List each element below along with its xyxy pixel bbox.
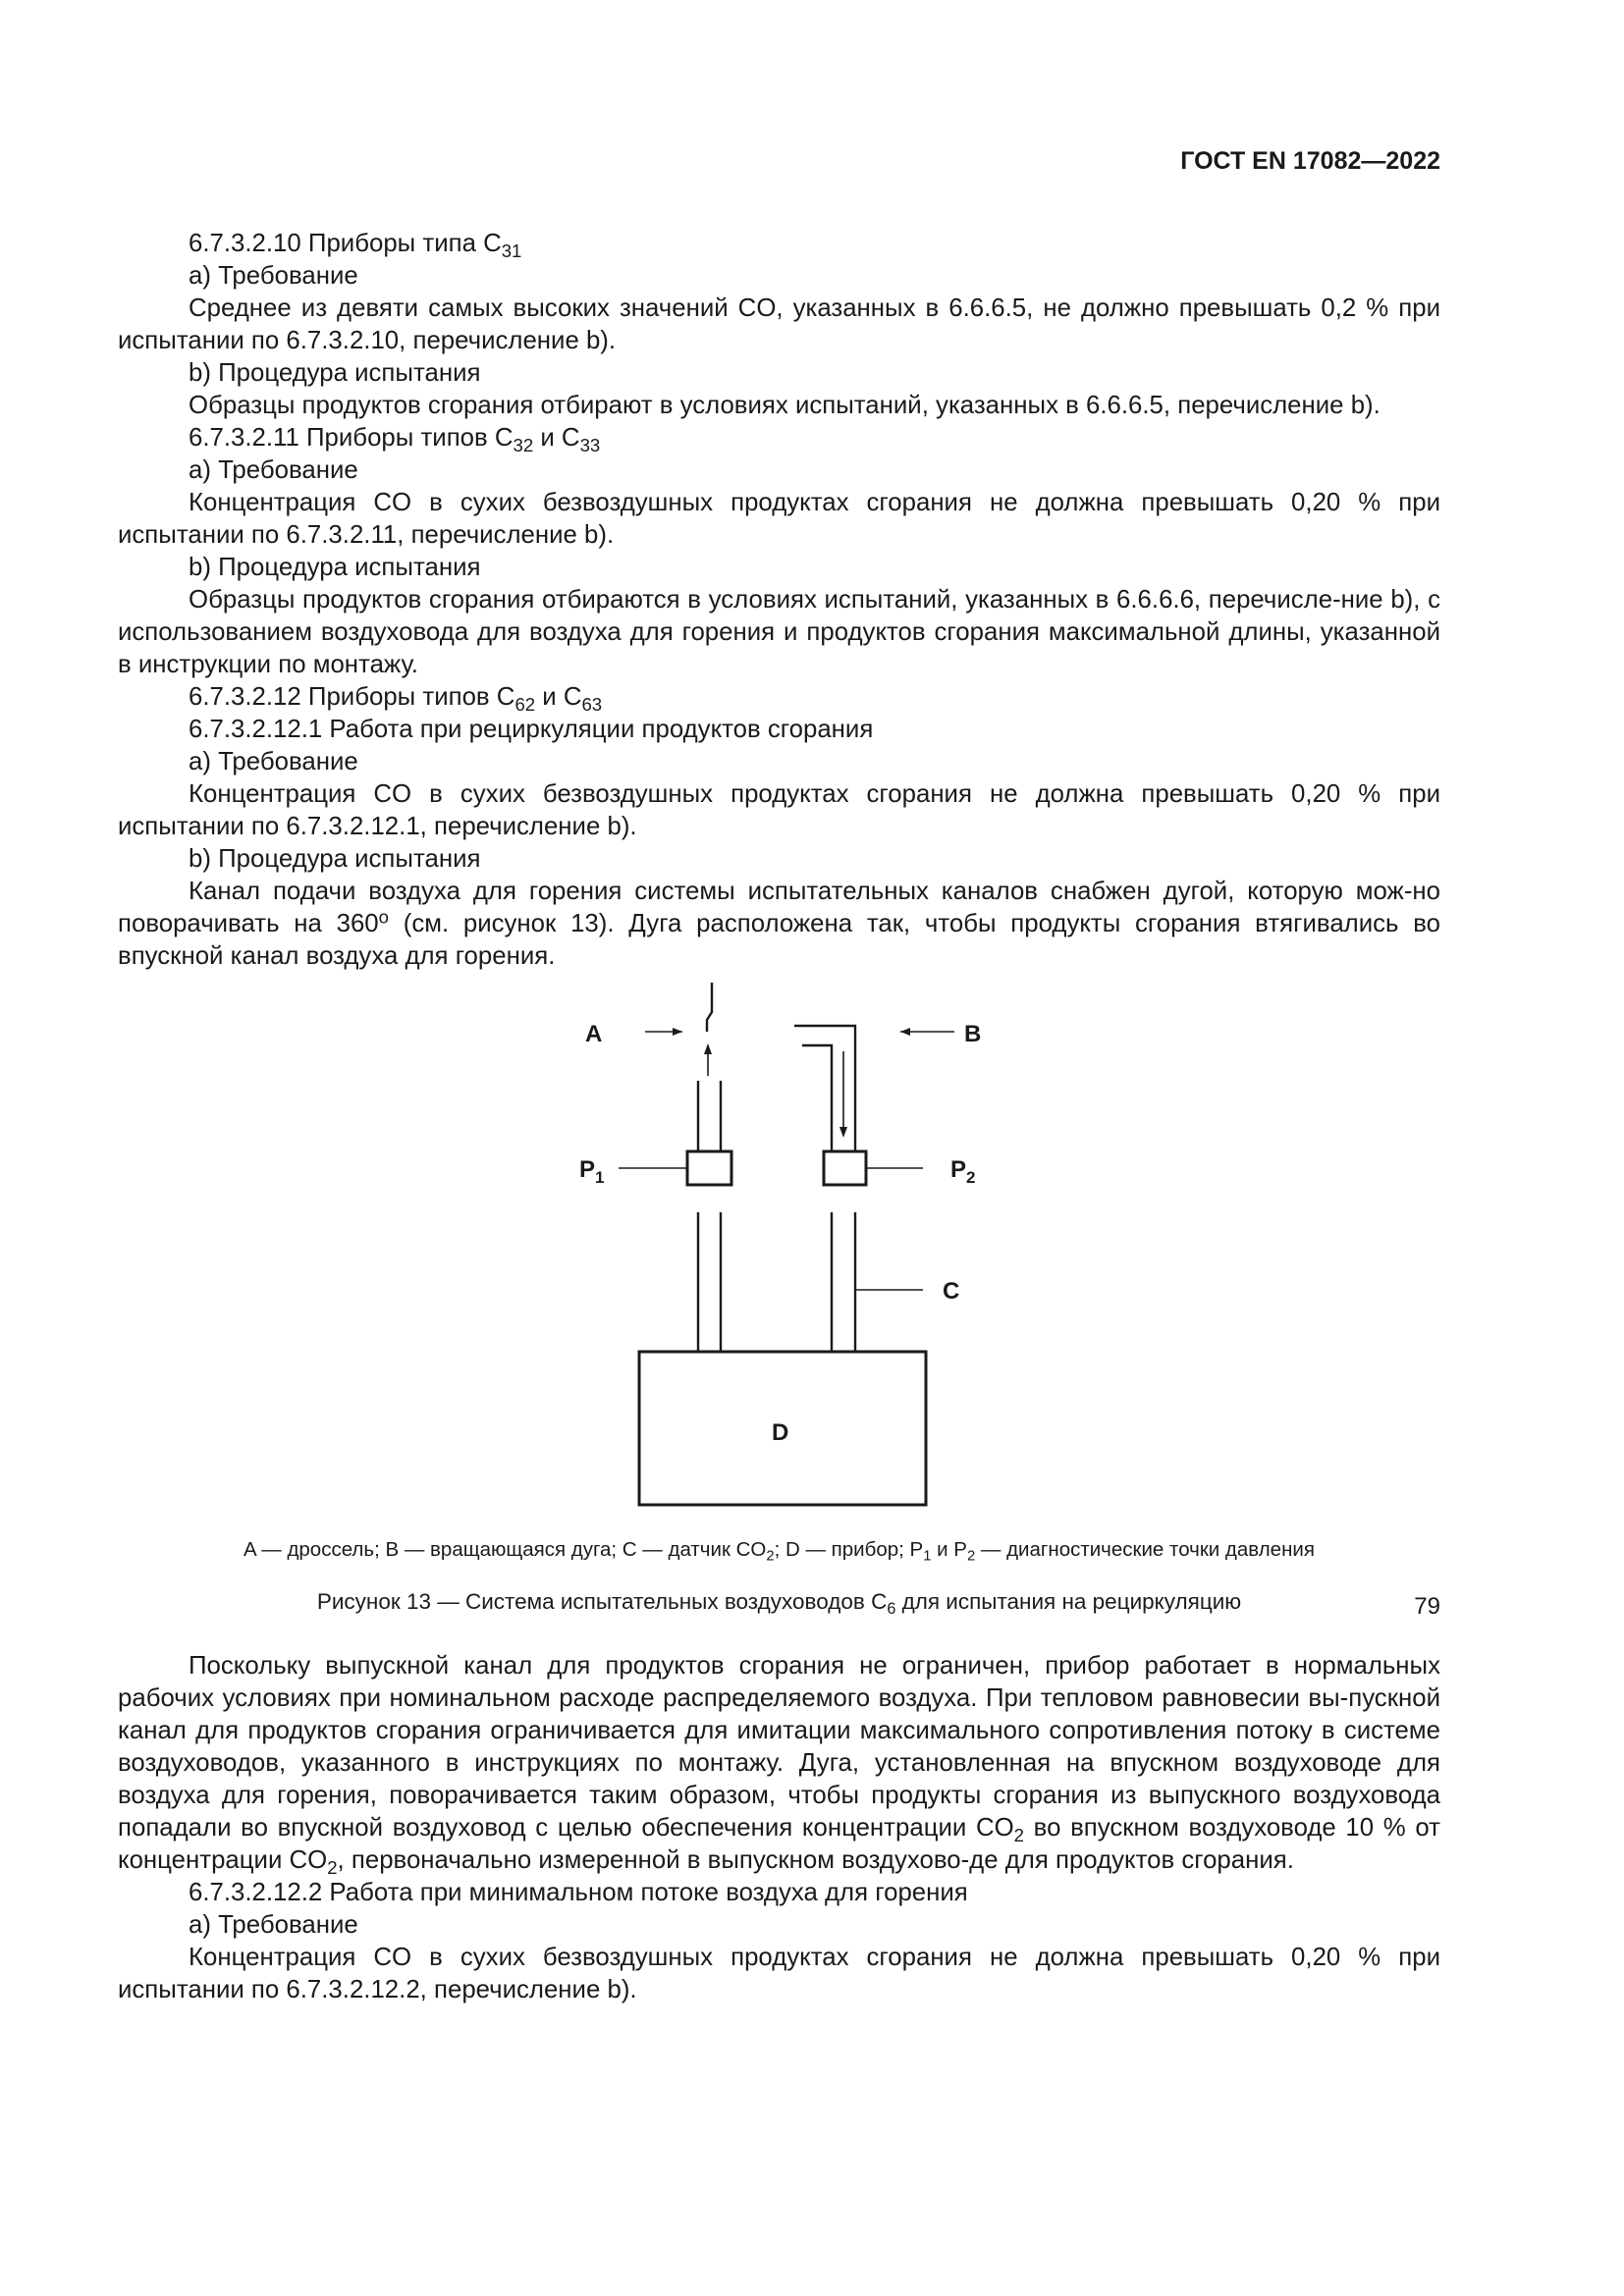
requirement-text: Концентрация CO в сухих безвоздушных продуктах сгорания не должна превышать 0,20 % при испытании по 6.7.3.2.11, перечисление b). xyxy=(118,489,1440,549)
pressure-point-p2-fitting xyxy=(824,1151,866,1185)
label-a: A xyxy=(585,1021,603,1047)
figure-13-diagram xyxy=(118,983,1440,1532)
section-heading-c62: 6.7.3.2.12 Приборы типов $C_{62}$ и $C_{63}$ xyxy=(189,683,603,715)
recirculation-duct-diagram xyxy=(118,983,1440,1532)
label-d: D xyxy=(772,1419,789,1446)
subsection-heading-recirculation: 6.7.3.2.12.1 Работа при рециркуляции продуктов сгорания xyxy=(189,716,874,743)
page-number: 79 xyxy=(1414,1593,1440,1620)
requirement-text: Концентрация CO в сухих безвоздушных продуктах сгорания не должна превышать 0,20 % при испытании по 6.7.3.2.12.2, перечисление b). xyxy=(118,1944,1440,2003)
arrow-head xyxy=(900,1028,910,1036)
requirement-label: a) Требование xyxy=(189,456,358,484)
document-body xyxy=(118,228,1440,2006)
requirement-label: a) Требование xyxy=(189,1911,358,1939)
procedure-label: b) Процедура испытания xyxy=(189,554,481,581)
throttle xyxy=(707,983,712,1032)
label-c: C xyxy=(943,1278,960,1305)
figure-legend: A — дроссель; B — вращающаяся дуга; C — датчик $CO_2$; D — прибор; $P_1$ и $P_2$ — диагностические точки давления xyxy=(244,1538,1315,1565)
section-heading-c31: 6.7.3.2.10 Приборы типа $C_{31}$ xyxy=(189,230,522,261)
subsection-heading-min-airflow: 6.7.3.2.12.2 Работа при минимальном потоке воздуха для горения xyxy=(189,1879,968,1906)
label-b: B xyxy=(964,1021,982,1047)
procedure-label: b) Процедура испытания xyxy=(189,359,481,387)
pressure-point-p1-fitting xyxy=(687,1151,731,1185)
body-paragraph: Поскольку выпускной канал для продуктов сгорания не ограничен, прибор работает в нормальных рабочих условиях при номинальном расходе распределяемого воздуха. При тепловом равновесии вы-пускной канал для продуктов сгорания ограничивается для имитации максимального сопротивления потоку в системе воздуховодов, указанного в инструкциях по монтажу. Дуга, установленная на впускном воздуховоде для воздуха для горения, поворачивается таким образом, чтобы продукты сгорания из выпускного воздуховода попадали во впускной воздуховод с целью обеспечения концентрации $CO_2$ во впускном воздуховоде 10 % от концентрации $CO_2$, первоначально измеренной в выпускном воздухово-де для продуктов сгорания. xyxy=(118,1652,1440,1878)
label-p2: $P_2$ xyxy=(950,1156,976,1187)
arrow-head xyxy=(704,1043,712,1054)
arrow-head xyxy=(673,1028,682,1036)
procedure-text: Образцы продуктов сгорания отбираются в условиях испытаний, указанных в 6.6.6.6, перечисле-ние b), с использованием воздуховода для воздуха для горения и продуктов сгорания максимальной длины, указанной в инструкции по монтажу. xyxy=(118,586,1440,678)
procedure-label: b) Процедура испытания xyxy=(189,845,481,873)
arrow-head xyxy=(839,1127,847,1138)
requirement-text: Концентрация CO в сухих безвоздушных продуктах сгорания не должна превышать 0,20 % при испытании по 6.7.3.2.12.1, перечисление b). xyxy=(118,780,1440,840)
requirement-label: a) Требование xyxy=(189,748,358,775)
rotating-arc xyxy=(802,1045,832,1151)
figure-caption: Рисунок 13 — Система испытательных воздуховодов $C_6$ для испытания на рециркуляцию xyxy=(316,1589,1242,1619)
procedure-text: Образцы продуктов сгорания отбирают в условиях испытаний, указанных в 6.6.6.5, перечисление b). xyxy=(189,392,1380,419)
document-standard-header: ГОСТ EN 17082—2022 xyxy=(1180,147,1440,175)
label-p1: $P_1$ xyxy=(579,1156,605,1187)
procedure-text: Канал подачи воздуха для горения системы испытательных каналов снабжен дугой, которую мож-но поворачивать на 360$^o$ (см. рисунок 13). Дуга расположена так, чтобы продукты сгорания втягивались во впускной канал воздуха для горения. xyxy=(118,878,1440,970)
requirement-text: Среднее из девяти самых высоких значений CO, указанных в 6.6.6.5, не должно превышать 0,2 % при испытании по 6.7.3.2.10, перечисление b). xyxy=(118,294,1440,354)
requirement-label: a) Требование xyxy=(189,262,358,290)
section-heading-c32: 6.7.3.2.11 Приборы типов $C_{32}$ и $C_{33}$ xyxy=(189,424,601,455)
